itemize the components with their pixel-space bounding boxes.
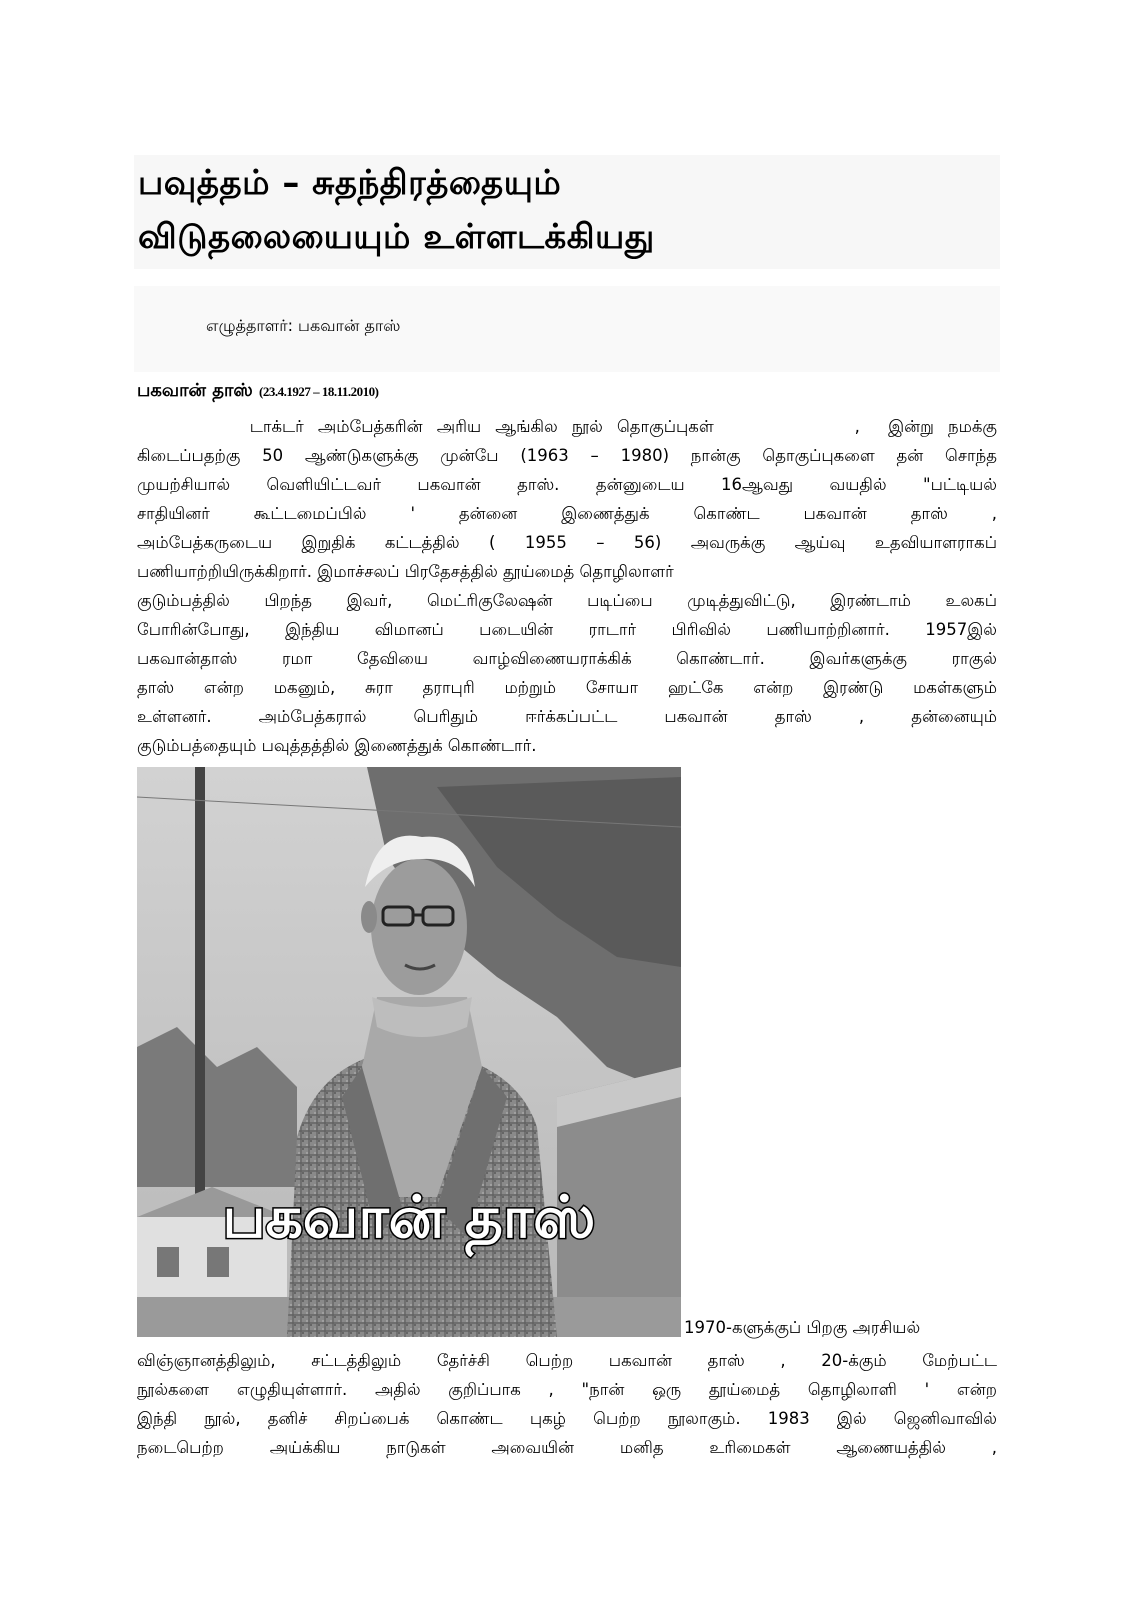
section-heading (137, 380, 378, 403)
text-after-photo: 1970-களுக்குப் பிறகு அரசியல் (684, 1318, 921, 1337)
photo-caption: பகவான் தாஸ் (222, 1183, 596, 1251)
heading-name: பகவான் தாஸ் (137, 380, 253, 401)
text-line: பணியாற்றியிருக்கிறார். இமாச்சலப் பிரதேசத்தில் தூய்மைத் தொழிலாளர் (137, 562, 674, 581)
text-line: கிடைப்பதற்கு 50 ஆண்டுகளுக்கு முன்பே (1963 – 1980) நான்கு தொகுப்புகளை தன் சொந்த (137, 446, 997, 465)
portrait-photo (137, 767, 681, 1337)
text-line: முயற்சியால் வெளியிட்டவர் பகவான் தாஸ். தன்னுடைய 16ஆவது வயதில் "பட்டியல் (137, 475, 997, 494)
text-line: அம்பேத்கருடைய இறுதிக் கட்டத்தில் ( 1955 – 56) அவருக்கு ஆய்வு உதவியாளராகப் (137, 533, 997, 552)
text-line: டாக்டர் அம்பேத்கரின் அரிய ஆங்கில நூல் தொகுப்புகள் , இன்று நமக்கு (137, 417, 997, 436)
text-line: தாஸ் என்ற மகனும், சுரா தராபுரி மற்றும் சோயா ஹட்கே என்ற இரண்டு மகள்களும் (137, 678, 997, 697)
paragraph-2 (137, 1346, 997, 1462)
heading-dates: (23.4.1927 – 18.11.2010) (259, 384, 379, 399)
page-title-line-1: பவுத்தம் – சுதந்திரத்தையும் (138, 163, 562, 203)
author-block (134, 286, 1000, 372)
text-line: குடும்பத்தையும் பவுத்தத்தில் இணைத்துக் கொண்டார். (137, 736, 537, 755)
text-line: பகவான்தாஸ் ரமா தேவியை வாழ்விணையராக்கிக் கொண்டார். இவர்களுக்கு ராகுல் (137, 649, 997, 668)
text-line: நூல்களை எழுதியுள்ளார். அதில் குறிப்பாக , "நான் ஒரு தூய்மைத் தொழிலாளி ' என்ற (137, 1380, 997, 1399)
title-block (134, 155, 1000, 269)
text-line: இந்தி நூல், தனிச் சிறப்பைக் கொண்ட புகழ் பெற்ற நூலாகும். 1983 இல் ஜெனிவாவில் (137, 1409, 997, 1428)
text-line: நடைபெற்ற அய்க்கிய நாடுகள் அவையின் மனித உரிமைகள் ஆணையத்தில் , (137, 1438, 997, 1457)
text-line: குடும்பத்தில் பிறந்த இவர், மெட்ரிகுலேஷன் படிப்பை முடித்துவிட்டு, இரண்டாம் உலகப் (137, 591, 997, 610)
text-line: போரின்போது, இந்திய விமானப் படையின் ராடார் பிரிவில் பணியாற்றினார். 1957இல் (137, 620, 997, 639)
text-line: விஞ்ஞானத்திலும், சட்டத்திலும் தேர்ச்சி பெற்ற பகவான் தாஸ் , 20-க்கும் மேற்பட்ட (137, 1351, 997, 1370)
text-line: சாதியினர் கூட்டமைப்பில் ' தன்னை இணைத்துக் கொண்ட பகவான் தாஸ் , (137, 504, 997, 523)
page-title-line-2: விடுதலையையும் உள்ளடக்கியது (138, 217, 655, 257)
paragraph-1 (137, 412, 997, 760)
text-line: உள்ளனர். அம்பேத்கரால் பெரிதும் ஈர்க்கப்பட்ட பகவான் தாஸ் , தன்னையும் (137, 707, 997, 726)
author-byline: எழுத்தாளர்: பகவான் தாஸ் (206, 316, 401, 335)
